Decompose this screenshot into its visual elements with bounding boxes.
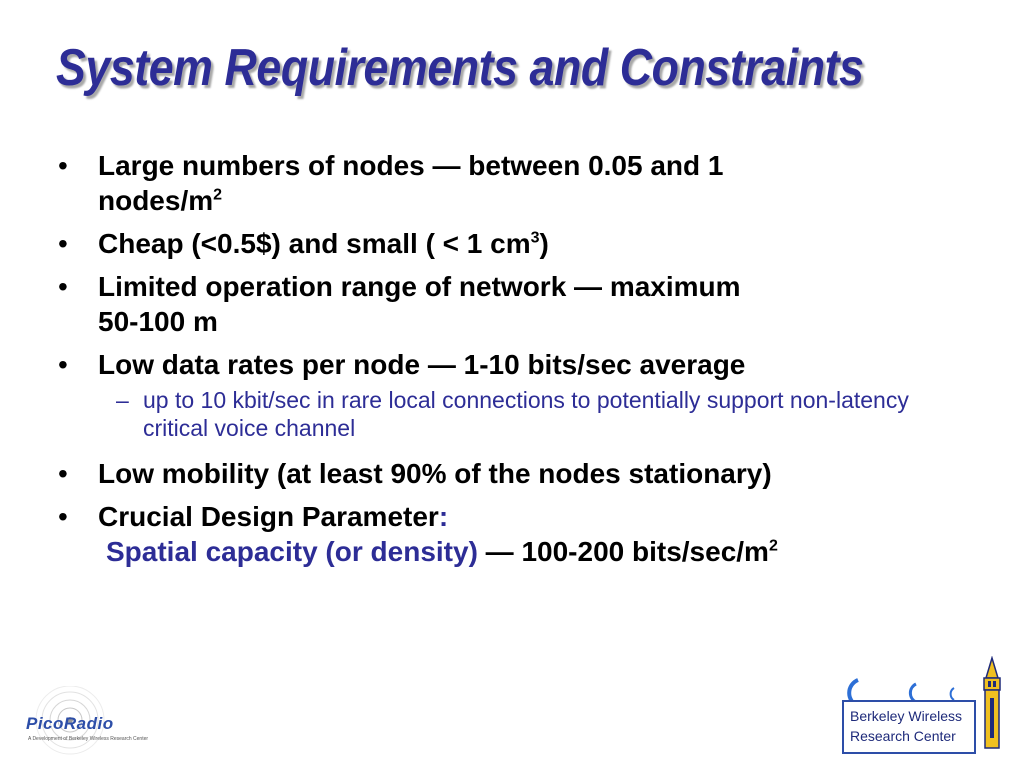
picoradio-name: PicoRadio [26, 714, 114, 733]
bullet-item-range [58, 269, 958, 339]
superscript: 2 [768, 537, 778, 555]
bullet-text: Large numbers of nodes — between 0.05 and 1 [98, 150, 724, 181]
bullet-text-cont: 50-100 m [98, 306, 218, 337]
highlight-text: Spatial capacity (or density) [106, 536, 478, 567]
superscript: 2 [213, 186, 223, 204]
bullet-text: Limited operation range of network — maximum [98, 271, 741, 302]
bullet-icon: • [58, 228, 68, 259]
bullet-text-rest: — 100-200 bits/sec/m [477, 536, 769, 567]
bullet-item-data-rates [58, 347, 958, 382]
bullet-text: Low mobility (at least 90% of the nodes stationary) [98, 458, 772, 489]
bullet-text-tail: ) [539, 228, 549, 259]
bullet-icon: • [58, 458, 68, 489]
sub-bullet-item [58, 386, 958, 442]
bullet-list [58, 148, 958, 577]
bullet-icon: • [58, 271, 68, 302]
picoradio-logo [8, 686, 148, 756]
bwrc-logo [836, 656, 1016, 756]
bullet-item-design-parameter [58, 499, 958, 569]
bullet-text: Cheap (<0.5$) and small ( < 1 cm [98, 228, 531, 259]
bullet-icon: • [58, 501, 68, 532]
bwrc-line-1: Berkeley Wireless [850, 708, 963, 724]
dash-icon: – [116, 387, 129, 413]
sub-bullet-text: up to 10 kbit/sec in rare local connections to potentially support non-latency critical voice channel [143, 387, 909, 441]
bullet-text-cont: nodes/m [98, 185, 214, 216]
superscript: 3 [530, 229, 540, 247]
bwrc-text-box [842, 700, 976, 754]
slide-title: System Requirements and Constraints [56, 39, 864, 97]
bullet-icon: • [58, 349, 68, 380]
bwrc-line-2: Research Center [850, 728, 956, 744]
picoradio-tagline: A Development of Berkeley Wireless Research Center [28, 736, 149, 742]
bullet-text: Low data rates per node — 1-10 bits/sec average [98, 349, 746, 380]
bullet-item-cheap [58, 226, 958, 261]
bullet-item-nodes [58, 148, 958, 218]
bullet-text: Crucial Design Parameter [98, 501, 439, 532]
bullet-icon: • [58, 150, 68, 181]
bullet-item-mobility [58, 456, 958, 491]
colon: : [438, 501, 449, 532]
